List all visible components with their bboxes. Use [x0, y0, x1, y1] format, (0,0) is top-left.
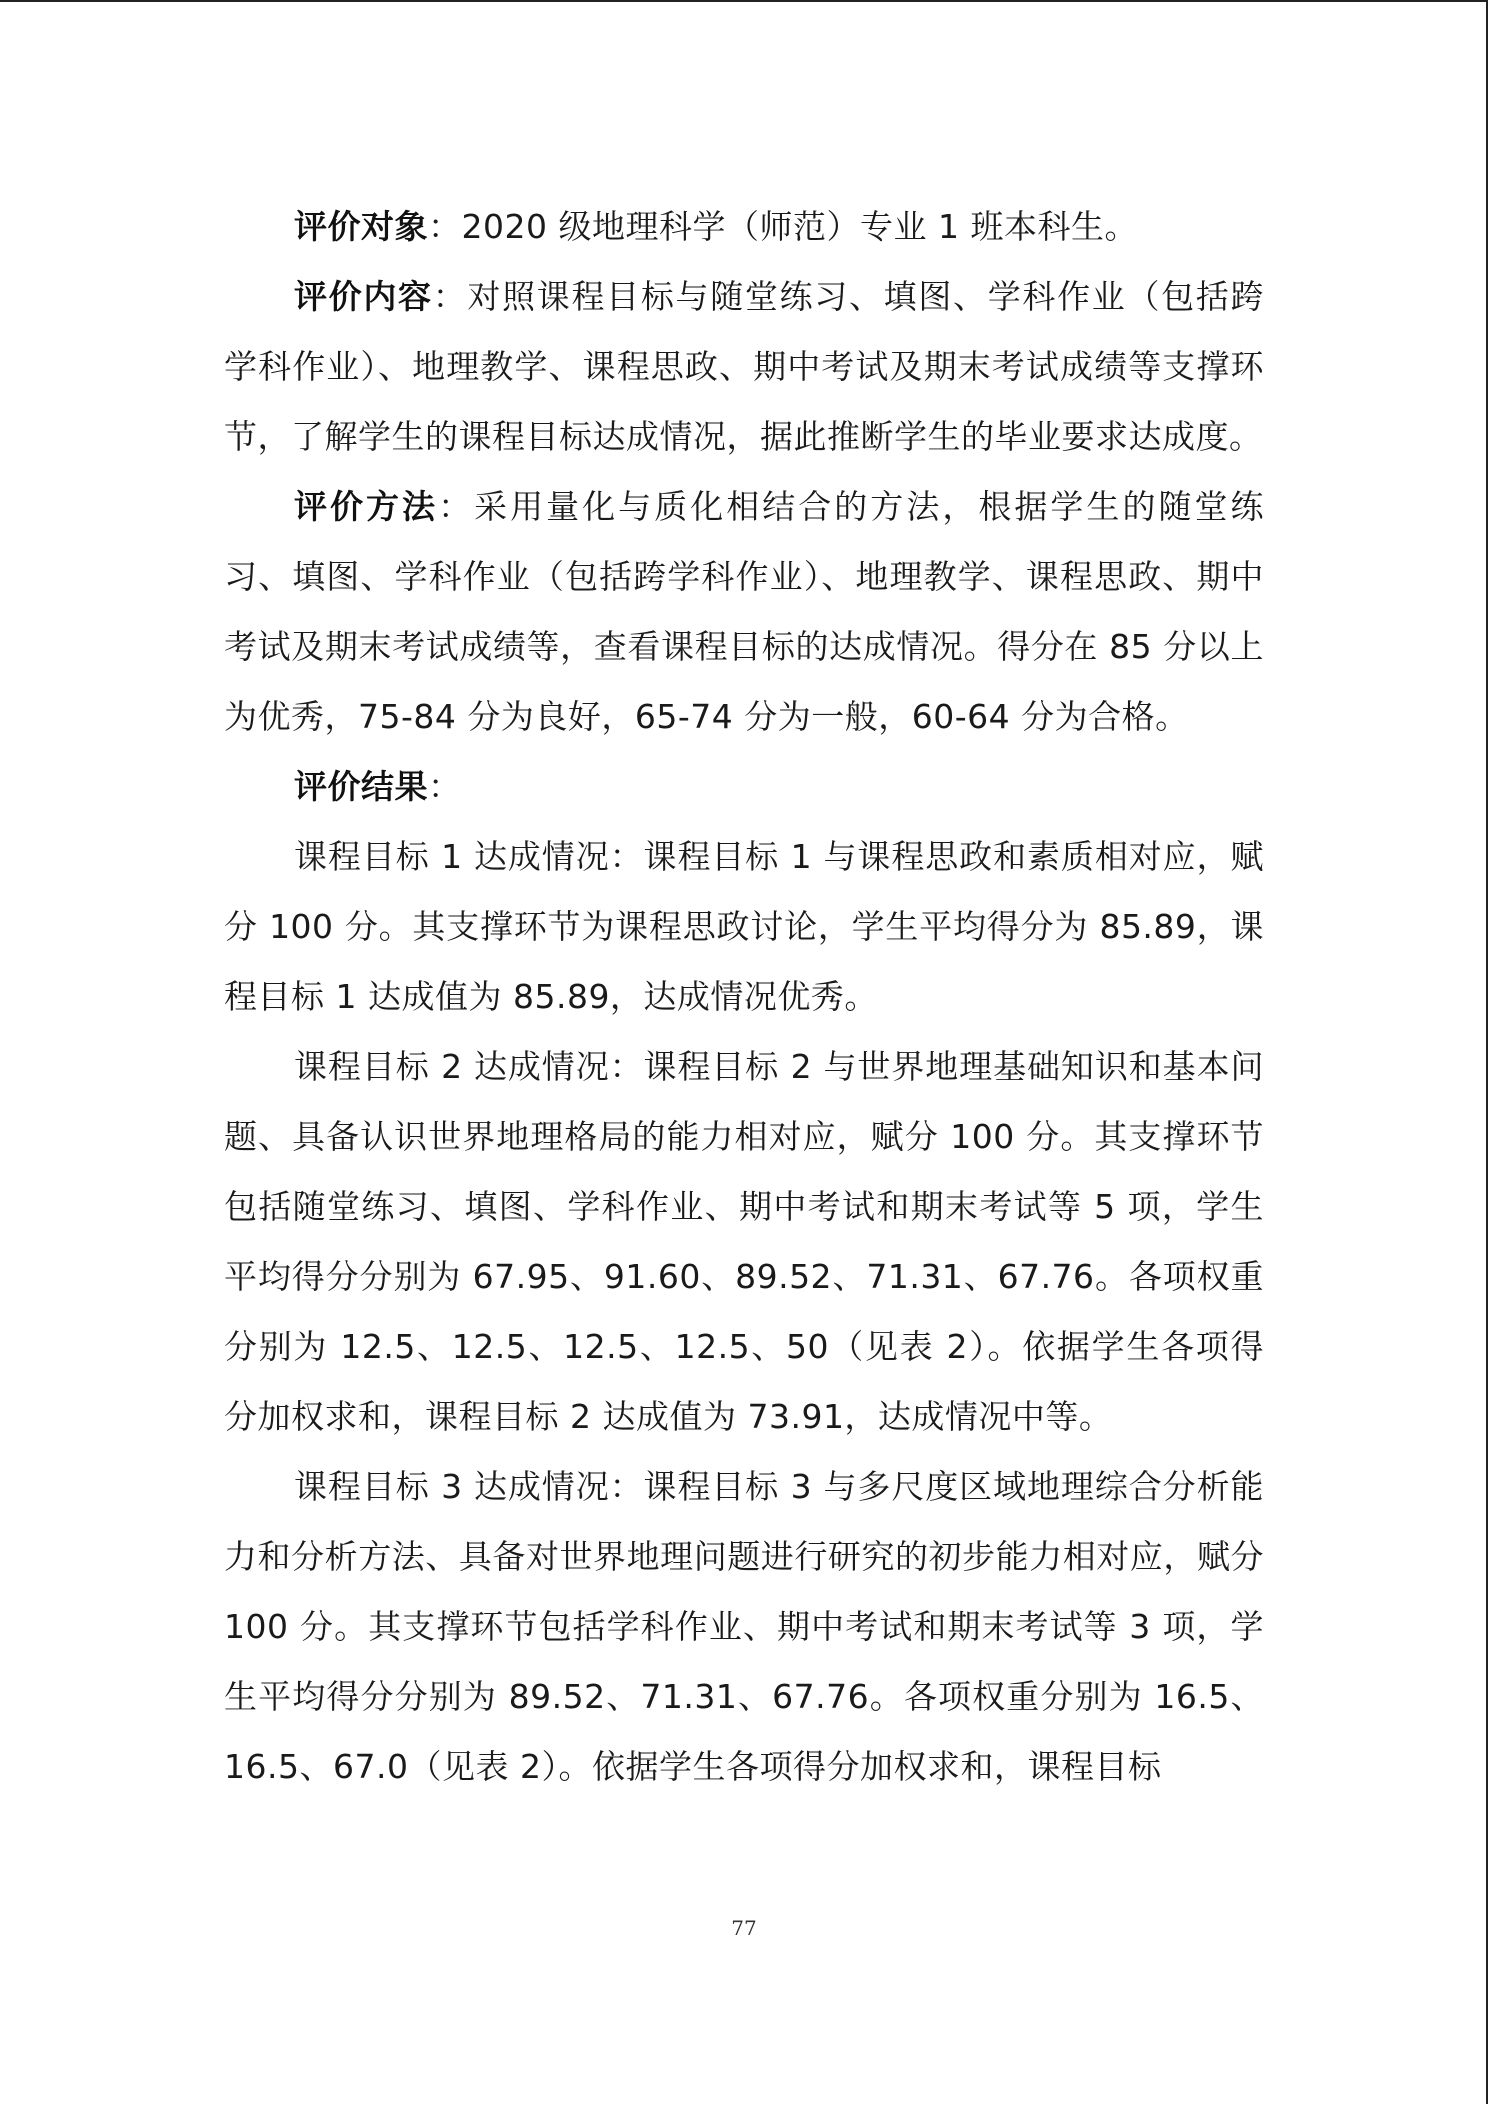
- paragraph-evaluation-method: [224, 472, 1264, 752]
- paragraph-text: 课程目标 3 达成情况：课程目标 3 与多尺度区域地理综合分析能力和分析方法、具备对世界地理问题进行研究的初步能力相对应，赋分 100 分。其支撑环节包括学科作业、期中考试和期末考试等 3 项，学生平均得分分别为 89.52、71.31、67.76。各项权重分别为 16.5、16.5、67.0（见表 2）。依据学生各项得分加权求和，课程目标: [224, 1467, 1264, 1786]
- paragraph-lead: 评价结果: [294, 767, 428, 806]
- paragraph-text: 课程目标 1 达成情况：课程目标 1 与课程思政和素质相对应，赋分 100 分。其支撑环节为课程思政讨论，学生平均得分为 85.89，课程目标 1 达成值为 85.89，达成情况优秀。: [224, 837, 1264, 1016]
- page-number: 77: [731, 1916, 757, 1940]
- paragraph-evaluation-result: [224, 752, 1264, 822]
- paragraph-lead: 评价对象: [294, 207, 428, 246]
- paragraph-evaluation-object: [224, 192, 1264, 262]
- paragraph-text: ：2020 级地理科学（师范）专业 1 班本科生。: [428, 207, 1138, 246]
- paragraph-text: ：对照课程目标与随堂练习、填图、学科作业（包括跨学科作业）、地理教学、课程思政、期中考试及期末考试成绩等支撑环节，了解学生的课程目标达成情况，据此推断学生的毕业要求达成度。: [224, 277, 1265, 456]
- paragraph-lead: 评价内容: [294, 277, 433, 316]
- paragraph-text: 课程目标 2 达成情况：课程目标 2 与世界地理基础知识和基本问题、具备认识世界地理格局的能力相对应，赋分 100 分。其支撑环节包括随堂练习、填图、学科作业、期中考试和期末考试等 5 项，学生平均得分分别为 67.95、91.60、89.52、71.31、67.76。各项权重分别为 12.5、12.5、12.5、12.5、50（见表 2）。依据学生各项得分加权求和，课程目标 2 达成值为 73.91，达成情况中等。: [224, 1047, 1264, 1436]
- body-text: [224, 192, 1264, 1802]
- paragraph-lead: 评价方法: [294, 487, 439, 526]
- paragraph-text: ：采用量化与质化相结合的方法，根据学生的随堂练习、填图、学科作业（包括跨学科作业）、地理教学、课程思政、期中考试及期末考试成绩等，查看课程目标的达成情况。得分在 85 分以上为优秀，75-84 分为良好，65-74 分为一般，60-64 分为合格。: [224, 487, 1265, 736]
- paragraph-evaluation-content: [224, 262, 1264, 472]
- paragraph-goal-2: [224, 1032, 1264, 1452]
- paragraph-goal-3: [224, 1452, 1264, 1802]
- paragraph-goal-1: [224, 822, 1264, 1032]
- paragraph-text: ：: [428, 767, 462, 806]
